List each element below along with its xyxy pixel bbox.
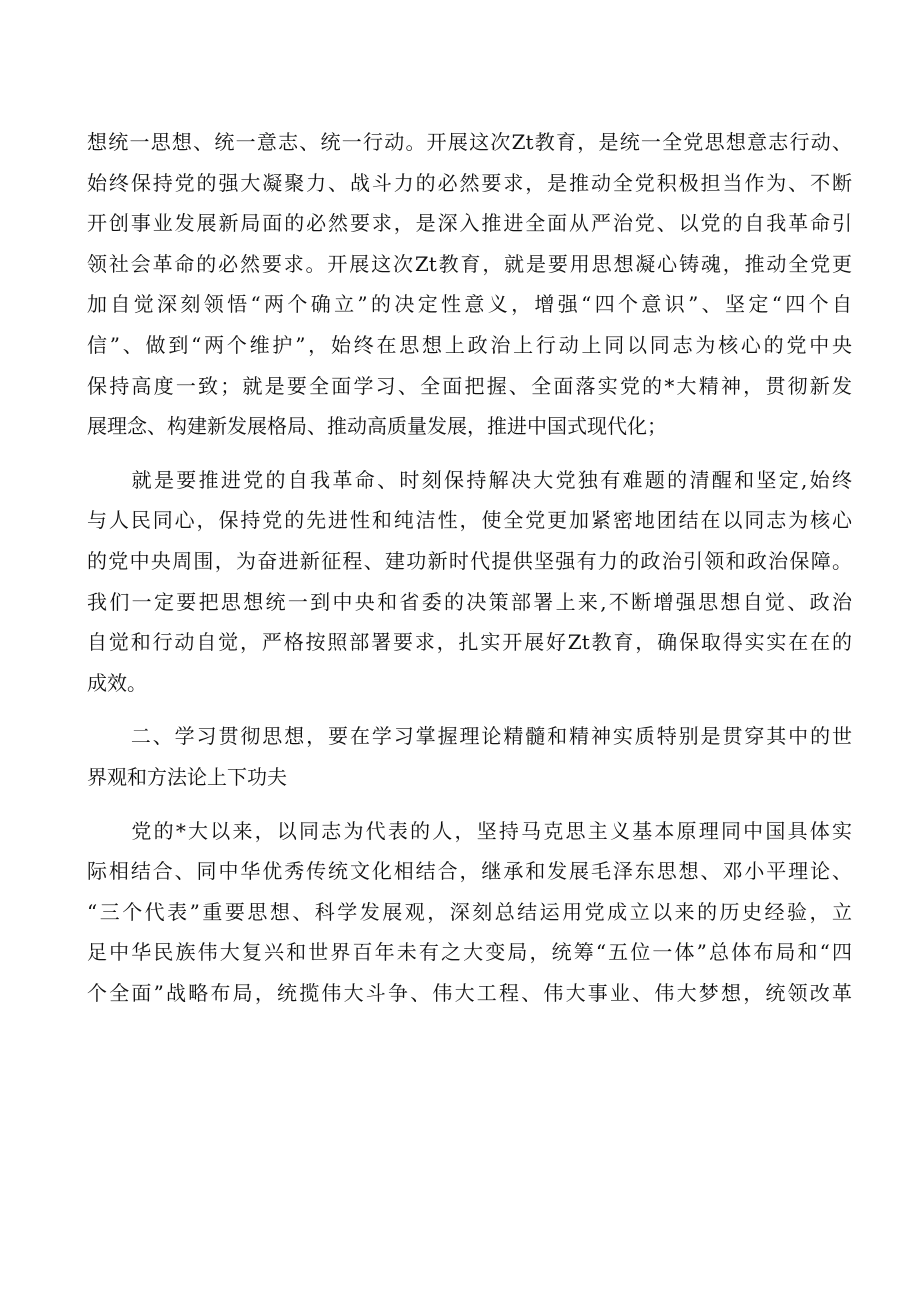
- paragraph-1: [87, 122, 852, 447]
- text-line: 个全面”战略布局，统揽伟大斗争、伟大工程、伟大事业、伟大梦想，统领改革: [87, 980, 852, 1005]
- text-line: 领社会革命的必然要求。开展这次Zt教育，就是要用思想凝心铸魂，推动全党更: [87, 251, 852, 276]
- text-line: 党的*大以来，以同志为代表的人，坚持马克思主义基本原理同中国具体实: [87, 818, 852, 843]
- text-line: 与人民同心，保持党的先进性和纯洁性，使全党更加紧密地团结在以同志为核心: [87, 508, 852, 533]
- heading-line: 二、学习贯彻思想，要在学习掌握理论精髓和精神实质特别是贯穿其中的世: [87, 724, 852, 749]
- text-line: 信”、做到“两个维护”，始终在思想上政治上行动上同以同志为核心的党中央: [87, 332, 852, 357]
- text-line: 就是要推进党的自我革命、时刻保持解决大党独有难题的清醒和坚定,始终: [87, 467, 852, 492]
- text-line: 开创事业发展新局面的必然要求，是深入推进全面从严治党、以党的自我革命引: [87, 211, 852, 236]
- text-line: 际相结合、同中华优秀传统文化相结合，继承和发展毛泽东思想、邓小平理论、: [87, 859, 852, 884]
- document-body: [87, 122, 852, 1026]
- text-line: 想统一思想、统一意志、统一行动。开展这次Zt教育，是统一全党思想意志行动、: [87, 130, 852, 154]
- text-line: 保持高度一致；就是要全面学习、全面把握、全面落实党的*大精神，贯彻新发: [87, 373, 852, 398]
- text-line: 成效。: [87, 670, 147, 695]
- text-line: 我们一定要把思想统一到中央和省委的决策部署上来,不断增强思想自觉、政治: [87, 589, 852, 614]
- text-line: 展理念、构建新发展格局、推动高质量发展，推进中国式现代化；: [87, 414, 667, 439]
- text-line: “三个代表”重要思想、科学发展观，深刻总结运用党成立以来的历史经验，立: [87, 899, 852, 924]
- text-line: 始终保持党的强大凝聚力、战斗力的必然要求，是推动全党积极担当作为、不断: [87, 170, 852, 195]
- text-line: 的党中央周围，为奋进新征程、建功新时代提供坚强有力的政治引领和政治保障。: [87, 548, 852, 573]
- text-line: 自觉和行动自觉，严格按照部署要求，扎实开展好Zt教育，确保取得实实在在的: [87, 630, 852, 655]
- text-line: 足中华民族伟大复兴和世界百年未有之大变局，统筹“五位一体”总体布局和“四: [87, 940, 852, 965]
- paragraph-3: [87, 811, 852, 1014]
- section-heading-2: [87, 716, 852, 797]
- heading-line: 界观和方法论上下功夫: [87, 764, 287, 789]
- paragraph-2: [87, 460, 852, 704]
- text-line: 加自觉深刻领悟“两个确立”的决定性意义，增强“四个意识”、坚定“四个自: [87, 292, 852, 317]
